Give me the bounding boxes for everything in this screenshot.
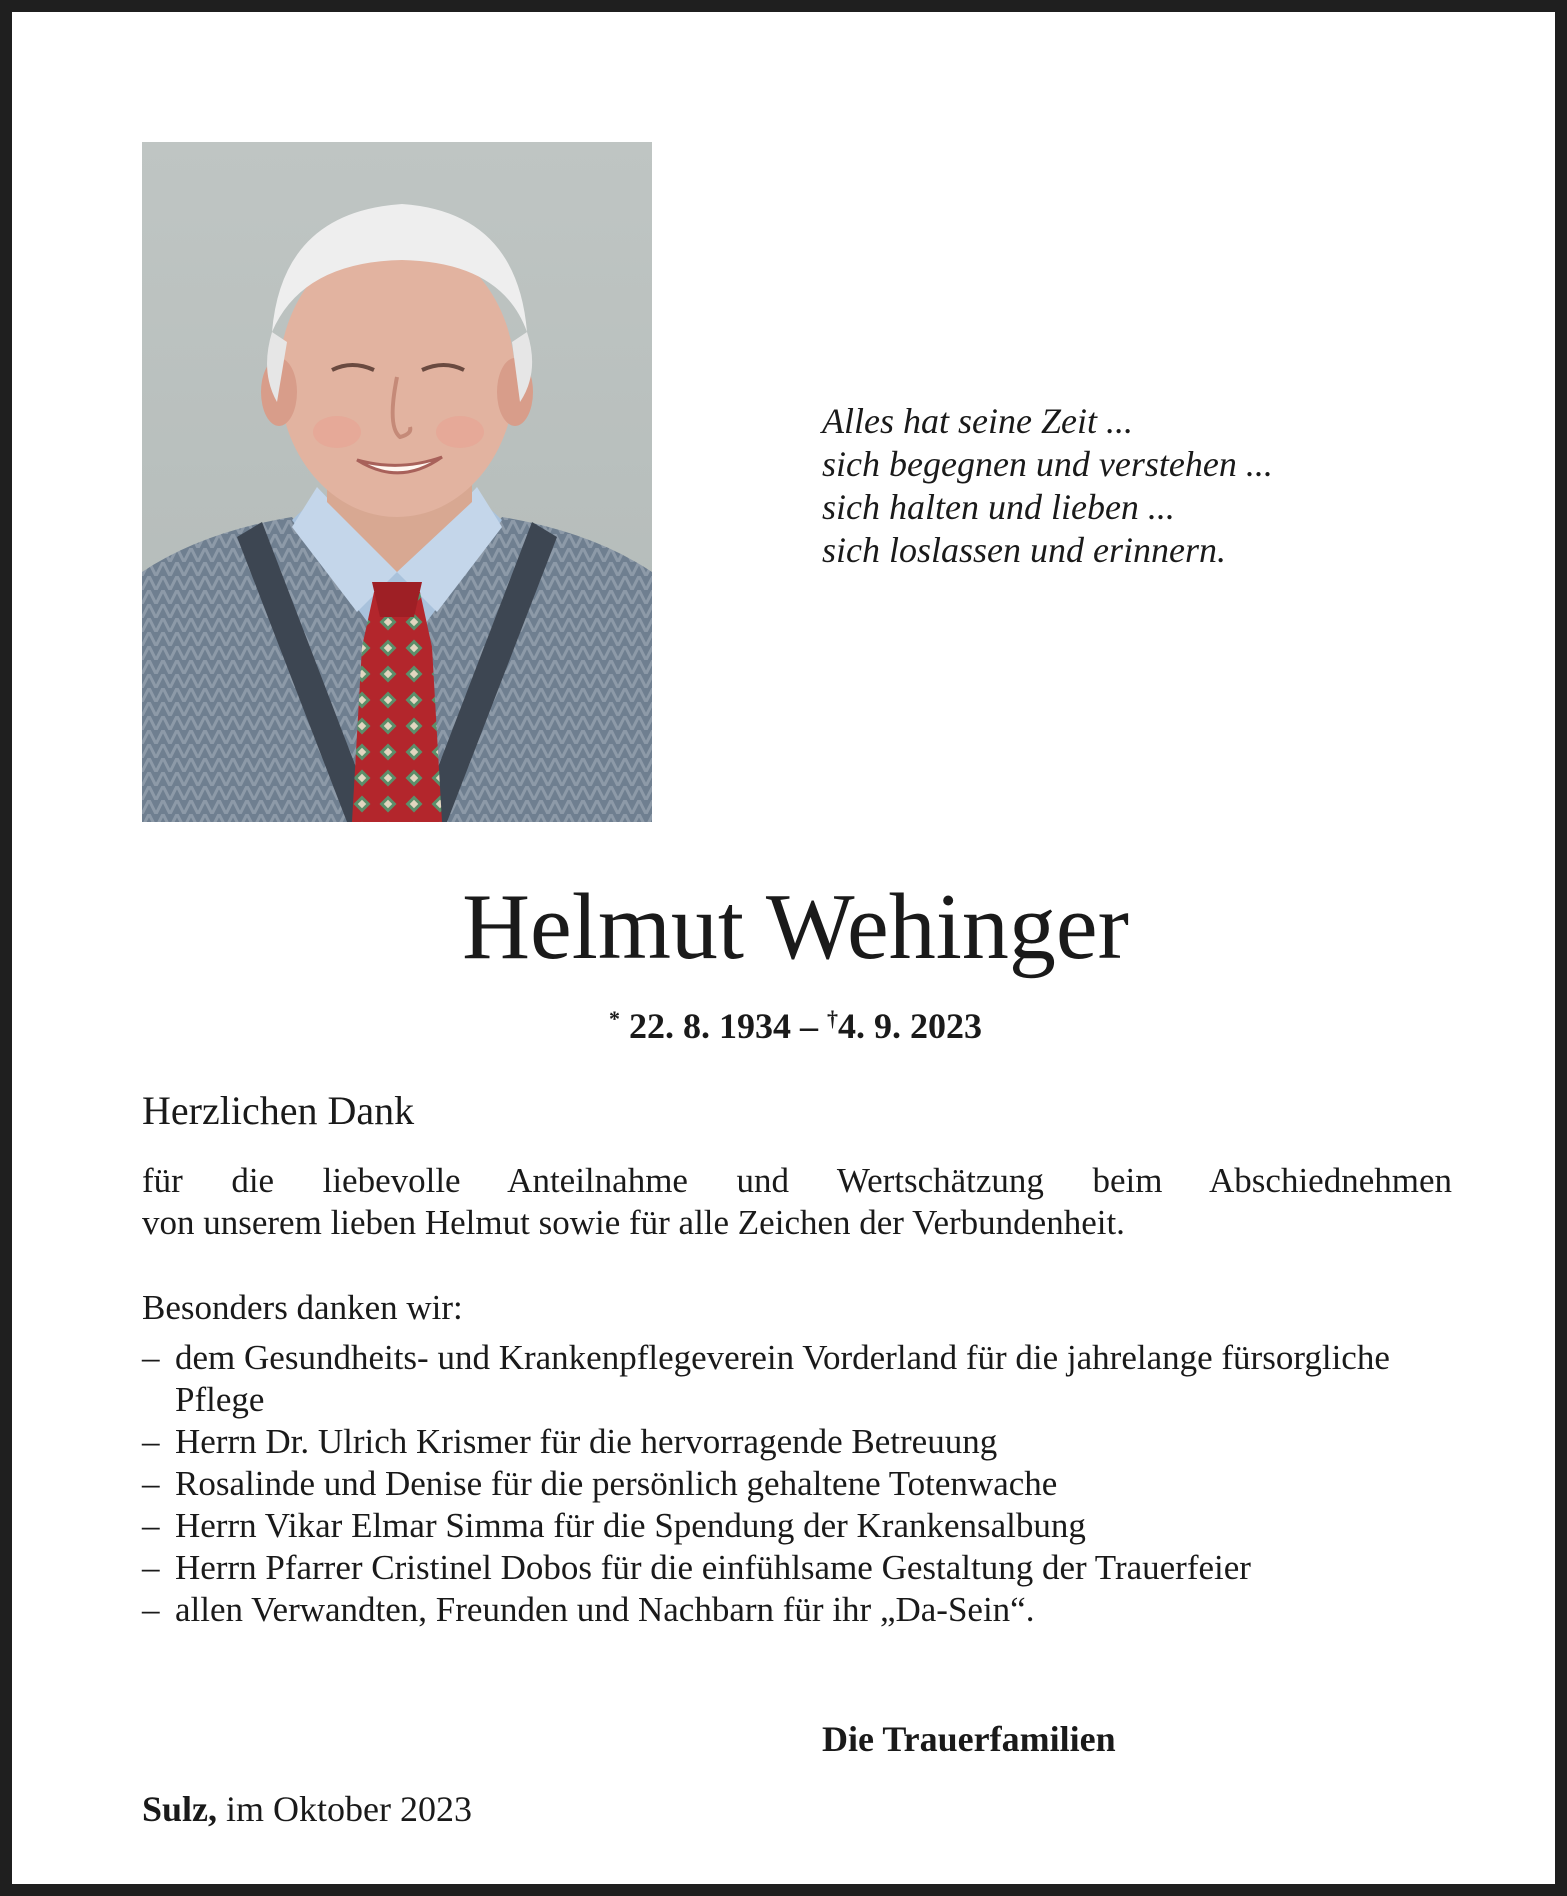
intro-line: von unserem lieben Helmut sowie für alle Zeichen der Verbundenheit. <box>142 1203 1125 1242</box>
list-item <box>142 1589 1452 1631</box>
list-item-text: dem Gesundheits- und Krankenpflegeverein Vorderland für die jahrelange fürsorgliche Pflege <box>175 1338 1390 1419</box>
list-dash: – <box>142 1548 160 1587</box>
list-item <box>142 1421 1452 1463</box>
poem <box>822 400 1382 572</box>
place-town: Sulz, <box>142 1789 218 1829</box>
list-dash: – <box>142 1590 160 1629</box>
signature: Die Trauerfamilien <box>822 1719 1116 1759</box>
list-item-text: allen Verwandten, Freunden und Nachbarn für ihr „Da-Sein“. <box>175 1590 1035 1629</box>
poem-line: sich begegnen und verstehen ... <box>822 444 1273 484</box>
intro-line: für die liebevolle Anteilnahme und Wertschätzung beim Abschiednehmen <box>142 1161 1452 1200</box>
death-symbol: † <box>827 1006 838 1031</box>
list-item-text: Rosalinde und Denise für die persönlich gehaltene Totenwache <box>175 1464 1058 1503</box>
thanks-list <box>142 1337 1452 1631</box>
list-item <box>142 1463 1452 1505</box>
portrait-photo <box>142 142 652 822</box>
thanks-heading: Herzlichen Dank <box>142 1088 415 1133</box>
poem-line: sich halten und lieben ... <box>822 487 1175 527</box>
birth-date: 22. 8. 1934 <box>629 1006 791 1046</box>
list-item <box>142 1337 1452 1421</box>
life-dates <box>12 997 1567 1048</box>
list-dash: – <box>142 1464 160 1503</box>
place-date: im Oktober 2023 <box>226 1789 473 1829</box>
special-thanks-label: Besonders danken wir: <box>142 1288 463 1327</box>
portrait-illustration <box>142 142 652 822</box>
list-dash: – <box>142 1422 160 1461</box>
deceased-name: Helmut Wehinger <box>462 875 1129 979</box>
poem-line: Alles hat seine Zeit ... <box>822 401 1133 441</box>
list-dash: – <box>142 1506 160 1545</box>
list-item-text: Herrn Pfarrer Cristinel Dobos für die einfühlsame Gestaltung der Trauerfeier <box>175 1548 1251 1587</box>
thanks-intro <box>142 1160 1452 1244</box>
death-date: 4. 9. 2023 <box>838 1006 982 1046</box>
list-item <box>142 1505 1452 1547</box>
list-item-text: Herrn Vikar Elmar Simma für die Spendung der Krankensalbung <box>175 1506 1086 1545</box>
place-and-date <box>142 1787 472 1831</box>
list-item <box>142 1547 1452 1589</box>
date-separator: – <box>800 1006 818 1046</box>
birth-symbol: * <box>609 1006 620 1031</box>
poem-line: sich loslassen und erinnern. <box>822 530 1226 570</box>
list-dash: – <box>142 1338 160 1377</box>
list-item-text: Herrn Dr. Ulrich Krismer für die hervorragende Betreuung <box>175 1422 998 1461</box>
